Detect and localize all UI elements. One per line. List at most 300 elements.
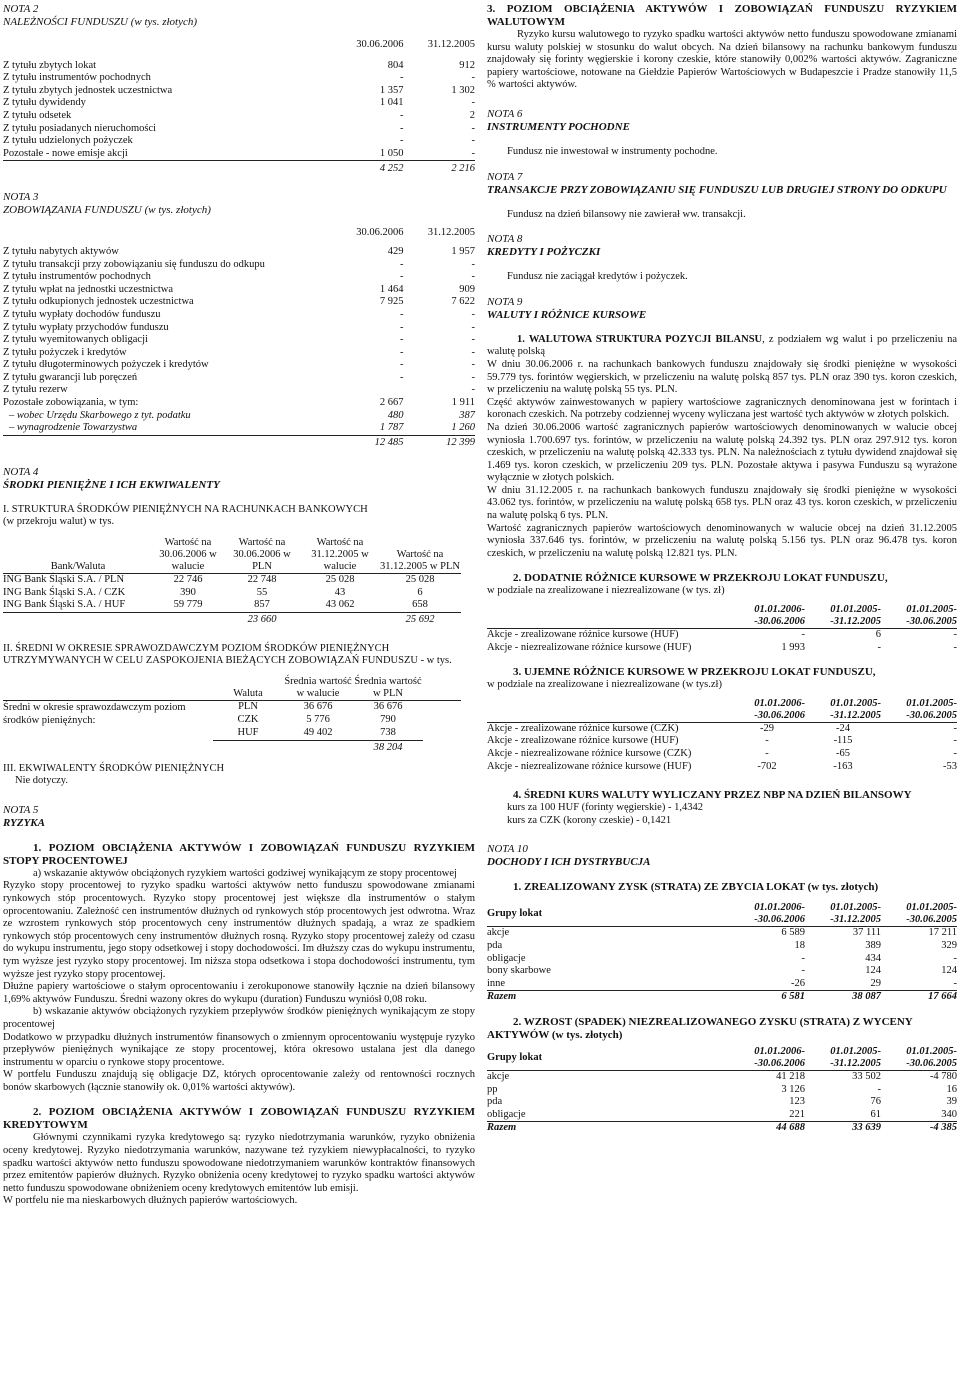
table-cell: 123 <box>789 1096 805 1108</box>
bank-header: Wartość na 31.12.2005 w PLN <box>380 549 460 573</box>
nota9-s1-heading <box>487 334 957 359</box>
table-cell: 340 <box>881 1109 957 1122</box>
nota6-text: Fundusz nie inwestował w instrumenty pochodne. <box>507 145 718 157</box>
total-row <box>3 161 475 176</box>
nota3-label: NOTA 3 <box>3 191 39 204</box>
table-cell: Akcje - zrealizowane różnice kursowe (CZK) <box>487 722 679 734</box>
table-row <box>487 965 957 978</box>
table-cell: pda <box>487 1096 503 1108</box>
table-cell: akcje <box>487 927 510 939</box>
table-cell: 12 399 <box>446 437 475 449</box>
table-cell: 33 639 <box>852 1122 881 1134</box>
table-cell: 25 028 <box>325 574 355 586</box>
table-cell: Z tytułu wypłaty dochodów funduszu <box>3 308 161 320</box>
nota9-s1-title-rest: , z podziałem wg walut i po przeliczeniu na walutę polską <box>487 333 957 358</box>
table-cell: - <box>403 148 475 161</box>
table-cell: Z tytułu udzielonych pożyczek <box>3 135 133 147</box>
table-cell: 7 925 <box>379 296 404 308</box>
table-cell: 01.01.2005- -31.12.2005 <box>830 902 881 926</box>
table-cell: 1 911 <box>451 397 475 409</box>
table-cell: Pozostałe zobowiązania, w tym: <box>3 397 139 409</box>
avg-header: Średnia wartość w walucie <box>284 676 352 699</box>
total-row <box>3 612 461 627</box>
table-cell: - <box>399 271 404 283</box>
table-row <box>487 953 957 966</box>
nota10-label: NOTA 10 <box>487 843 528 856</box>
table-cell: - <box>399 334 404 346</box>
table-cell: - <box>471 258 475 270</box>
table-cell: 41 218 <box>776 1070 805 1082</box>
table-cell: 124 <box>865 965 881 977</box>
nota4-s1-title: I. STRUKTURA ŚRODKÓW PIENIĘŻNYCH NA RACHUNKACH BANKOWYCH <box>3 503 368 515</box>
nota4-title: ŚRODKI PIENIĘŻNE I ICH EKWIWALENTY <box>3 478 220 491</box>
table-cell: PLN <box>238 701 258 713</box>
table-cell: 1 993 <box>781 641 805 653</box>
table-cell: inne <box>487 978 729 991</box>
nota2-title: NALEŻNOŚCI FUNDUSZU (w tys. złotych) <box>3 16 198 28</box>
table-cell: - <box>877 641 881 653</box>
table-cell: Z tytułu gwarancji lub poręczeń <box>3 371 138 383</box>
table-row <box>3 271 475 284</box>
table-cell: 6 <box>875 629 881 641</box>
table-cell: - <box>399 258 404 270</box>
table-cell: - <box>953 735 957 747</box>
table-cell: -65 <box>836 748 850 759</box>
table-row <box>3 309 475 322</box>
table-cell: Z tytułu odkupionych jednostek uczestnictwa <box>3 296 194 308</box>
table-cell: 33 502 <box>852 1070 881 1082</box>
table-cell: - <box>471 271 475 283</box>
table-cell: Grupy lokat <box>487 908 543 920</box>
table-row <box>3 97 475 110</box>
table-row <box>3 296 475 309</box>
table-cell: Z tytułu zbytych lokat <box>3 59 97 71</box>
table-row <box>487 1070 957 1083</box>
table-cell: 1 260 <box>403 422 475 435</box>
table-row <box>3 347 475 360</box>
nota4-s3-text: Nie dotyczy. <box>15 775 68 787</box>
table-cell: 01.01.2006- -30.06.2006 <box>754 697 805 721</box>
table-cell: - <box>471 334 475 346</box>
nota4-label: NOTA 4 <box>3 465 39 478</box>
table-cell: Razem <box>487 991 517 1003</box>
nota2-label: NOTA 2 <box>3 3 39 15</box>
table-cell: 1 041 <box>379 97 404 109</box>
bank-header: Wartość na 30.06.2006 w walucie <box>159 537 217 573</box>
nota9-s4-l2: kurs za CZK (korony czeskie) - 0,1421 <box>507 814 672 826</box>
nota8-text: Fundusz nie zaciągał kredytów i pożyczek. <box>507 271 688 283</box>
neg-diff-table <box>487 698 957 773</box>
table-row <box>487 748 957 761</box>
table-cell: pda <box>487 939 503 951</box>
nota5-s2-p2: W portfelu nie ma nieskarbowych dłużnych papierów wartościowych. <box>3 1195 298 1207</box>
table-cell: CZK <box>237 714 259 726</box>
table-cell: 1 302 <box>451 84 475 96</box>
table-row <box>3 727 461 740</box>
table-cell: – wynagrodzenie Towarzystwa <box>3 422 332 435</box>
nota9-label: NOTA 9 <box>487 295 523 308</box>
table-cell: - <box>471 97 475 109</box>
table-cell: 01.01.2005- -30.06.2005 <box>906 604 957 628</box>
nota9-s3-title: 3. UJEMNE RÓŻNICE KURSOWE W PRZEKROJU LOKAT FUNDUSZU, <box>513 666 876 679</box>
table-cell: – wobec Urzędu Skarbowego z tyt. podatku <box>9 409 191 421</box>
table-row <box>487 735 957 748</box>
table-cell: Z tytułu instrumentów pochodnych <box>3 72 151 84</box>
nota3-col-a: 30.06.2006 <box>356 227 404 239</box>
table-cell: 36 676 <box>303 701 333 713</box>
table-cell: -4 385 <box>929 1122 957 1134</box>
table-row <box>487 1096 957 1109</box>
table-cell: - <box>399 72 404 84</box>
table-cell: Z tytułu długoterminowych pożyczek i kredytów <box>3 359 209 371</box>
avg-table <box>3 676 461 755</box>
nota2-col-a: 30.06.2006 <box>356 39 404 50</box>
table-row <box>487 722 957 735</box>
nota9-title: WALUTY I RÓŻNICE KURSOWE <box>487 308 647 321</box>
table-cell: Grupy lokat <box>487 1051 543 1063</box>
table-cell: - <box>877 1083 881 1095</box>
nota9-s2-title: 2. DODATNIE RÓŻNICE KURSOWE W PRZEKROJU LOKAT FUNDUSZU, <box>513 572 888 585</box>
table-cell: - <box>471 359 475 371</box>
table-cell: 912 <box>459 59 475 71</box>
table-cell: - <box>953 629 957 641</box>
table-cell: - <box>765 735 769 747</box>
table-cell: 25 692 <box>405 614 435 626</box>
table-row <box>3 574 461 587</box>
table-row <box>487 1084 957 1097</box>
nota9-s2-sub: w podziale na zrealizowane i niezrealizowane (w tys. zł) <box>487 585 725 597</box>
realized-table <box>487 902 957 1004</box>
table-row <box>3 410 475 423</box>
table-cell: -29 <box>760 722 774 734</box>
table-cell: - <box>801 629 805 641</box>
nota5-s1-p1: Ryzyko stopy procentowej to ryzyko spadku wartości aktywów netto funduszu spowodowane zmianami rynkowych stóp procentowych. Ryzyko stopy procentowej jest większe dla instrumentów o stałym oprocentowaniu. Zależność cen instrumentów dłużnych od rynkowych stóp procentowych jest odwrotna. Wraz ze wzrostem rynkowych stóp procentowych ceny instrumentów dłużnych spadają, a wraz ze spadkiem rynkowych stóp procentowych ceny instrumentów dłużnych rosną. Ryzyko stopy procentowej zależy od czasu do wykupu instrumentu, jego stopy odsetkowej i stopy dochodowości. Im dłuższy czas do wykupu instrumentu, tym wyższe jest ryzyko stopy procentowej. Im niższa stopa odsetkowa i stopa dochodowości instrumentu, tym wyższe jest ryzyko stopy procentowej. <box>3 880 475 980</box>
table-cell: - <box>953 722 957 734</box>
nota5-s3-text: Ryzyko kursu walutowego to ryzyko spadku wartości aktywów netto funduszu spowodowane zmianami kursu waluty polskiej w stosunku do walut obcych. Na dzień bilansowy na rachunku bankowym funduszu znajdowały się forinty węgierskie i korony czeskie, które stanowiły 0,002% wartości aktywów. Zagraniczne papiery wartościowe, notowane na Giełdzie Papierów Wartościowych w Budapeszcie i Pradze stanowiły 11,5 % wartości aktywów. <box>487 29 957 91</box>
table-cell <box>332 384 404 397</box>
nota9-s4-l1: kurs za 100 HUF (forinty węgierskie) - 1,4342 <box>507 802 703 814</box>
left-column <box>3 3 475 1208</box>
table-cell: 7 622 <box>451 296 475 308</box>
table-cell: - <box>953 952 957 964</box>
table-cell: - <box>399 122 404 134</box>
table-cell: 6 589 <box>781 927 805 939</box>
table-cell: - <box>953 748 957 759</box>
nota9-s1-p: Wartość zagranicznych papierów wartościowych denominowanych w walucie obcej na dzień 31.12.2005 wyniosła 337.646 tys. forintów, w przeliczeniu na walutę polską 5.156 tys. PLN oraz 96.478 tys. koron czeskich, w przeliczeniu na walutę polską 12.821 tys. PLN. <box>487 522 957 559</box>
table-cell: 22 746 <box>173 574 203 586</box>
nota10-s2-title: 2. WZROST (SPADEK) NIEZREALIZOWANEGO ZYSKU (STRATA) Z WYCENY AKTYWÓW (w tys. złotych) <box>487 1015 913 1041</box>
table-cell: - <box>471 135 475 147</box>
table-cell: -4 780 <box>929 1070 957 1082</box>
table-cell: pp <box>487 1083 498 1095</box>
table-cell: akcje <box>487 1070 510 1082</box>
bank-header: Wartość na 31.12.2005 w walucie <box>311 537 369 573</box>
table-cell: bony skarbowe <box>487 965 551 977</box>
table-cell: 43 062 <box>301 599 379 612</box>
nota5-s3-title: 3. POZIOM OBCIĄŻENIA AKTYWÓW I ZOBOWIĄZAŃ FUNDUSZU RYZYKIEM WALUTOWYM <box>487 3 957 28</box>
nota5-s1-p3: Dodatkowo w przypadku dłużnych instrumentów finansowych o zmiennym oprocentowaniu występuje ryzyko przepływów pieniężnych wynikające ze stopy procentowej, która okresowo ustalana jest dla danego instrumentu w oparciu o rynkowe stopy procentowe. <box>3 1031 475 1068</box>
table-cell: 804 <box>387 59 404 71</box>
nota5-s1-a: a) wskazanie aktywów obciążonych ryzykiem wartości godziwej wynikającym ze stopy procentowej <box>33 867 457 879</box>
table-cell: ING Bank Śląski S.A. / PLN <box>3 574 125 586</box>
table-row <box>487 940 957 953</box>
nota9-s1-title: 1. WALUTOWA STRUKTURA POZYCJI BILANSU <box>517 333 763 345</box>
table-row <box>3 72 475 85</box>
table-cell: - <box>399 308 404 320</box>
table-cell: 6 <box>417 586 423 598</box>
table-cell: -26 <box>729 978 805 991</box>
table-cell: 2 216 <box>451 162 475 174</box>
table-row <box>3 422 475 435</box>
table-cell: 43 <box>334 586 346 598</box>
nota4-s1-sub: (w przekroju walut) w tys. <box>3 516 115 528</box>
table-row <box>3 135 475 148</box>
nota3-col-b: 31.12.2005 <box>427 227 475 239</box>
table-cell: -163 <box>833 760 853 772</box>
table-cell: - <box>471 371 475 383</box>
table-cell: Z tytułu instrumentów pochodnych <box>3 271 151 283</box>
table-cell: Z tytułu dywidendy <box>3 97 86 109</box>
table-cell: - <box>399 359 404 371</box>
table-row <box>3 334 475 347</box>
table-row <box>3 587 461 600</box>
nota8-label: NOTA 8 <box>487 233 523 246</box>
pos-diff-table <box>487 604 957 654</box>
nota10-title: DOCHODY I ICH DYSTRYBUCJA <box>487 856 651 869</box>
table-row <box>3 123 475 136</box>
total-row <box>3 435 475 450</box>
nota5-s1-p4: W portfelu Funduszu znajdują się obligacje DZ, których oprocentowanie zależy od rentowności rocznych bonów skarbowych (łącznie stanowiły ok. 0,01% wartości aktywów). <box>3 1069 475 1093</box>
nota9-s1-p: Na dzień 30.06.2006 wartość zagranicznych papierów wartościowych denominowanych w walucie obcej wyniosła 1.700.697 tys. forintów, w przeliczeniu na walutę polską 24.392 tys. PLN oraz 297.912 tys. koron czeskich, w przeliczeniu na walutę polską 42.333 tys. PLN. Na należnościach z tytułu dywidend znajdował się 1.469 tys. koron czeskich, w przeliczeniu 209 tys. PLN. Pozostałe aktywa i pasywa Funduszu są wyrażone wyłącznie w złotych polskich. <box>487 421 957 484</box>
table-cell: 329 <box>941 939 957 951</box>
table-cell: Pozostałe - nowe emisje akcji <box>3 148 332 161</box>
table-cell: 16 <box>946 1083 957 1095</box>
table-cell: - <box>765 748 769 759</box>
nota4-s3-title: III. EKWIWALENTY ŚRODKÓW PIENIĘŻNYCH <box>3 762 225 774</box>
table-row <box>3 384 475 397</box>
table-row <box>3 397 475 410</box>
table-cell: 658 <box>379 599 461 612</box>
nota3-title: ZOBOWIĄZANIA FUNDUSZU (w tys. złotych) <box>3 204 211 217</box>
table-cell: 44 688 <box>776 1122 805 1134</box>
table-cell: - <box>471 346 475 358</box>
table-cell: -53 <box>943 760 957 772</box>
table-cell: 6 581 <box>781 991 805 1003</box>
table-cell: - <box>399 109 404 121</box>
avg-header: Waluta <box>233 688 263 699</box>
table-cell: 38 087 <box>852 991 881 1003</box>
table-cell: 01.01.2005- -30.06.2005 <box>906 697 957 721</box>
nota5-s2-p1: Głównymi czynnikami ryzyka kredytowego są: ryzyko niedotrzymania warunków, ryzyko obniżenia oceny kredytowej. Ryzyko niedotrzymania warunków, nazywane też ryzykiem niewypłacalności, to ryzyko spadku wartości aktywów netto funduszu spowodowane niedotrzymaniem warunków kontraktów finansowych przez emitentów papierów dłużnych. Ryzyko obniżenia oceny kredytowej to ryzyko spadku wartości aktywów netto funduszu spowodowane obniżeniem oceny kredytowych emitentów lub emisji. <box>3 1132 475 1194</box>
table-row <box>3 284 475 297</box>
nota5-s1-p2: Dłużne papiery wartościowe o stałym oprocentowaniu i zerokuponowe stanowiły łącznie na dzień bilansowy 1,69% aktywów Funduszu. Średni wazony okres do wykupu (duration) Funduszu wyniósł 0,08 roku. <box>3 981 475 1005</box>
table-cell: - <box>399 321 404 333</box>
table-cell: 2 <box>469 109 475 121</box>
table-cell: 01.01.2006- -30.06.2006 <box>754 1045 805 1069</box>
table-cell: - <box>881 978 957 991</box>
table-cell: - <box>801 952 805 964</box>
table-cell: 4 252 <box>379 162 404 174</box>
table-cell: 76 <box>870 1096 881 1108</box>
nota9-s1-p: Część aktywów zainwestowanych w papiery wartościowe zagranicznych denominowana jest w forintach i koronach czeskich. Na potrzeby codziennej wyceny wyliczana jest wartość tych aktywów w złotych polskich. <box>487 396 957 421</box>
table-cell: - <box>471 308 475 320</box>
table-cell: ING Bank Śląski S.A. / HUF <box>3 599 153 612</box>
table-cell: 37 111 <box>852 927 881 939</box>
bank-header: Wartość na 30.06.2006 w PLN <box>233 537 291 573</box>
table-cell: 23 660 <box>247 614 277 626</box>
table-cell: 01.01.2005- -30.06.2005 <box>906 902 957 926</box>
table-cell: 738 <box>353 727 423 740</box>
table-cell: 17 211 <box>928 927 957 939</box>
table-cell: - <box>471 122 475 134</box>
table-cell: 38 204 <box>373 742 403 753</box>
table-cell: -24 <box>836 722 850 734</box>
table-cell: Akcje - niezrealizowane różnice kursowe (HUF) <box>487 641 692 653</box>
table-cell: 5 776 <box>306 714 330 726</box>
table-cell: 2 667 <box>379 397 404 409</box>
nota5-s1-b: b) wskazanie aktywów obciążonych ryzykiem przepływów środków pieniężnych wynikającym ze stopy procentowej <box>3 1006 475 1030</box>
table-cell: 22 748 <box>247 574 277 586</box>
table-row <box>487 1109 957 1122</box>
table-cell: - <box>471 72 475 84</box>
nota5-label: NOTA 5 <box>3 803 39 816</box>
table-cell: 01.01.2005- -31.12.2005 <box>830 697 881 721</box>
table-cell: 01.01.2005- -31.12.2005 <box>830 1045 881 1069</box>
avg-header: Średnia wartość w PLN <box>354 676 422 699</box>
table-row <box>3 599 461 612</box>
bank-header: Bank/Waluta <box>50 561 106 573</box>
table-cell: Akcje - zrealizowane różnice kursowe (HUF) <box>487 629 679 641</box>
table-cell: 36 676 <box>373 701 403 713</box>
bank-table <box>3 537 461 627</box>
nota8-title: KREDYTY I POŻYCZKI <box>487 246 601 259</box>
table-cell: 389 <box>865 939 881 951</box>
table-cell: - <box>471 384 475 396</box>
nota5-title: RYZYKA <box>3 816 45 829</box>
table-cell: 12 485 <box>374 437 404 449</box>
nota7-text: Fundusz na dzień bilansowy nie zawierał ww. transakcji. <box>507 208 746 220</box>
nota2-table <box>3 39 475 175</box>
total-row <box>487 1122 957 1135</box>
table-cell: 01.01.2006- -30.06.2006 <box>754 902 805 926</box>
table-cell: - <box>801 965 805 977</box>
nota5-s1-title: 1. POZIOM OBCIĄŻENIA AKTYWÓW I ZOBOWIĄZAŃ FUNDUSZU RYZYKIEM STOPY PROCENTOWEJ <box>3 841 475 867</box>
table-cell: Z tytułu wpłat na jednostki uczestnictwa <box>3 283 173 295</box>
table-cell: obligacje <box>487 1109 729 1122</box>
table-cell: 429 <box>387 245 404 257</box>
table-cell: - <box>953 641 957 653</box>
table-cell: 61 <box>805 1109 881 1122</box>
nota6-label: NOTA 6 <box>487 107 523 120</box>
table-row <box>3 322 475 335</box>
table-cell: 39 <box>946 1096 957 1108</box>
table-cell: 55 <box>256 586 268 598</box>
table-row <box>3 110 475 123</box>
table-cell: Z tytułu posiadanych nieruchomości <box>3 122 157 134</box>
table-cell: 25 028 <box>405 574 435 586</box>
table-cell: Z tytułu rezerw <box>3 384 68 396</box>
nota4-s2-title: II. ŚREDNI W OKRESIE SPRAWOZDAWCZYM POZIOM ŚRODKÓW PIENIĘŻNYCH UTRZYMYWANYCH W CELU ZASPOKOJENIA BIEŻĄCYCH ZOBOWIĄZAŃ FUNDUSZU - w tys. <box>3 642 452 667</box>
table-cell: Z tytułu pożyczek i kredytów <box>3 346 127 358</box>
table-cell: Z tytułu zbytych jednostek uczestnictwa <box>3 84 173 96</box>
table-cell: 857 <box>223 599 301 612</box>
nota7-title: TRANSAKCJE PRZY ZOBOWIĄZANIU SIĘ FUNDUSZU LUB DRUGIEJ STRONY DO ODKUPU <box>487 183 947 196</box>
table-cell: Akcje - niezrealizowane różnice kursowe (HUF) <box>487 760 692 772</box>
table-row <box>3 85 475 98</box>
table-cell: Akcje - zrealizowane różnice kursowe (HUF) <box>487 735 679 747</box>
table-cell: 01.01.2006- -30.06.2006 <box>754 604 805 628</box>
table-cell: 387 <box>459 409 475 421</box>
table-cell: ING Bank Śląski S.A. / CZK <box>3 586 126 598</box>
table-cell: 434 <box>865 952 881 964</box>
table-cell: Akcje - niezrealizowane różnice kursowe (CZK) <box>487 748 692 759</box>
avg-label: Średni w okresie sprawozdawczym poziom środków pieniężnych: <box>3 702 186 726</box>
table-cell: 01.01.2005- -30.06.2005 <box>906 1045 957 1069</box>
table-cell: 1 464 <box>379 283 404 295</box>
nota9-s1-p: W dniu 30.06.2006 r. na rachunkach bankowych funduszu znajdowały się środki pieniężne w wysokości 59.779 tys. forintów węgierskich, w przeliczeniu na walutę polską 857 tys. PLN oraz 390 tys. koron czeskich, w przeliczeniu na walutę polską 55 tys. PLN. <box>487 358 957 396</box>
table-row <box>487 629 957 642</box>
table-cell: 29 <box>805 978 881 991</box>
table-cell: - <box>399 135 404 147</box>
unrealized-table <box>487 1046 957 1135</box>
table-cell: 59 779 <box>153 599 223 612</box>
table-row <box>487 761 957 774</box>
table-cell: 49 402 <box>283 727 353 740</box>
table-cell: Z tytułu odsetek <box>3 109 72 121</box>
table-cell: obligacje <box>487 952 526 964</box>
nota9-s3-sub: w podziale na zrealizowane i niezrealizowane (w tys.zł) <box>487 679 722 691</box>
table-cell: - <box>471 321 475 333</box>
table-row <box>3 359 475 372</box>
table-cell: -702 <box>757 760 777 772</box>
table-cell: 221 <box>729 1109 805 1122</box>
nota9-s4-title: 4. ŚREDNI KURS WALUTY WYLICZANY PRZEZ NBP NA DZIEŃ BILANSOWY <box>513 789 912 802</box>
table-cell: 18 <box>794 939 805 951</box>
nota6-title: INSTRUMENTY POCHODNE <box>487 120 630 133</box>
table-cell: Z tytułu wypłaty przychodów funduszu <box>3 321 169 333</box>
nota2-col-b: 31.12.2005 <box>427 39 475 50</box>
table-row <box>3 148 475 161</box>
table-cell: 1 050 <box>332 148 404 161</box>
table-cell: Z tytułu transakcji przy zobowiązaniu się funduszu do odkupu <box>3 258 265 270</box>
table-cell: 909 <box>459 283 475 295</box>
table-cell: 3 126 <box>781 1083 805 1095</box>
nota7-label: NOTA 7 <box>487 170 523 183</box>
table-row <box>3 701 461 715</box>
table-row <box>487 642 957 655</box>
nota9-s1-p: W dniu 31.12.2005 r. na rachunkach bankowych funduszu znajdowały się środki pieniężne w wysokości 43.062 tys. forintów, w przeliczeniu na walutę polską 658 tys. PLN oraz 43 tys. koron czeskich, w przeliczeniu na walutę polską 6 tys. PLN. <box>487 484 957 522</box>
table-cell: - <box>399 346 404 358</box>
table-cell: Z tytułu wyemitowanych obligacji <box>3 334 148 346</box>
table-cell: 390 <box>180 586 196 598</box>
table-cell: 480 <box>387 409 404 421</box>
table-cell: 1 957 <box>451 245 475 257</box>
table-cell: 1 787 <box>332 422 404 435</box>
table-row <box>487 978 957 991</box>
table-cell: 17 664 <box>928 991 957 1003</box>
table-cell: Razem <box>487 1122 517 1134</box>
table-row <box>487 927 957 940</box>
table-cell: 124 <box>941 965 957 977</box>
table-row <box>3 259 475 272</box>
table-cell: Z tytułu nabytych aktywów <box>3 245 119 257</box>
right-column <box>487 3 957 1135</box>
table-cell: 790 <box>380 714 396 726</box>
table-row <box>3 246 475 259</box>
table-cell: 01.01.2005- -31.12.2005 <box>830 604 881 628</box>
table-cell: - <box>399 371 404 383</box>
nota3-table <box>3 227 475 450</box>
